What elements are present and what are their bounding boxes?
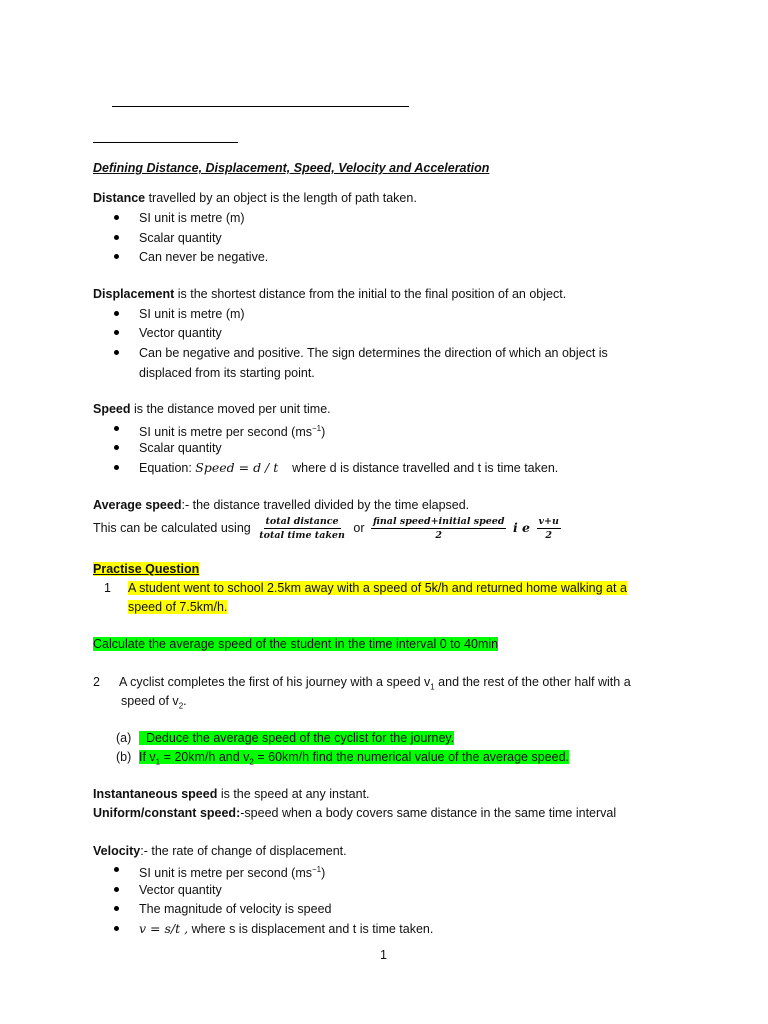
displacement-bullet-3-cont: displaced from its starting point. bbox=[139, 366, 315, 380]
part-a bbox=[139, 730, 454, 746]
bullet-icon bbox=[114, 249, 122, 265]
part-b-pre: If v bbox=[139, 750, 156, 764]
part-b-sub-2: 2 bbox=[249, 757, 254, 767]
top-rule-short bbox=[93, 142, 238, 143]
speed-unit-exponent: −1 bbox=[311, 424, 322, 433]
displacement-bullet-1: SI unit is metre (m) bbox=[139, 307, 245, 321]
distance-term: Distance bbox=[93, 191, 146, 205]
distance-def: travelled by an object is the length of path taken. bbox=[145, 191, 417, 205]
question-2-line-1 bbox=[119, 674, 631, 696]
or-text: or bbox=[353, 521, 365, 535]
displacement-term: Displacement bbox=[93, 287, 175, 301]
average-speed-term: Average speed bbox=[93, 498, 182, 512]
average-speed-def: :- the distance travelled divided by the time elapsed. bbox=[181, 498, 470, 512]
fraction-speeds bbox=[371, 516, 506, 541]
fraction-total-denominator: total time taken bbox=[259, 530, 345, 542]
speed-definition bbox=[93, 401, 331, 417]
practise-heading-text: Practise Question bbox=[93, 562, 200, 576]
fraction-vu-numerator: v+u bbox=[538, 516, 559, 528]
displacement-def: is the shortest distance from the initial to the final position of an object. bbox=[174, 287, 567, 301]
question-1-text-1: A student went to school 2.5km away with a speed of 5k/h and returned home walking at a bbox=[128, 581, 627, 595]
speed-unit-close: ) bbox=[321, 425, 326, 440]
fraction-speeds-denominator: 2 bbox=[435, 530, 443, 542]
average-speed-formula-line bbox=[93, 514, 564, 544]
uniform-def: -speed when a body covers same distance in the same time interval bbox=[240, 806, 617, 820]
part-b-text bbox=[139, 750, 569, 767]
velocity-definition bbox=[93, 843, 347, 859]
speed-term: Speed bbox=[93, 402, 131, 416]
question-1-line-1 bbox=[128, 580, 627, 596]
velocity-bullet-1 bbox=[139, 862, 325, 881]
velocity-unit-text: SI unit is metre per second (ms bbox=[139, 866, 312, 881]
velocity-equation: v = s/t , bbox=[139, 921, 189, 936]
part-b-label: (b) bbox=[116, 750, 132, 764]
part-a-label: (a) bbox=[116, 731, 132, 745]
part-a-text: Deduce the average speed of the cyclist for the journey. bbox=[139, 731, 455, 745]
speed-bullet-2: Scalar quantity bbox=[139, 441, 222, 455]
equation-label: Equation: bbox=[139, 461, 196, 475]
q2-text-b: and the rest of the other half with a bbox=[434, 675, 631, 689]
bullet-icon bbox=[114, 421, 122, 437]
distance-bullet-2: Scalar quantity bbox=[139, 231, 222, 245]
uniform-term: Uniform/constant speed: bbox=[93, 806, 241, 820]
bullet-icon bbox=[114, 345, 122, 361]
speed-equation: Speed = d / t bbox=[195, 460, 279, 475]
bullet-icon bbox=[114, 882, 122, 898]
fraction-total-numerator: total distance bbox=[265, 516, 339, 528]
calc-intro: This can be calculated using bbox=[93, 521, 251, 535]
top-rule-long bbox=[112, 106, 409, 107]
question-1-line-2 bbox=[128, 599, 227, 615]
bullet-icon bbox=[114, 325, 122, 341]
bullet-icon bbox=[114, 210, 122, 226]
velocity-bullet-3: The magnitude of velocity is speed bbox=[139, 902, 332, 916]
instantaneous-def: is the speed at any instant. bbox=[217, 787, 370, 801]
velocity-unit-exponent: −1 bbox=[311, 865, 322, 874]
q2-text-c: speed of v bbox=[121, 694, 179, 708]
instantaneous-term: Instantaneous speed bbox=[93, 787, 218, 801]
speed-def: is the distance moved per unit time. bbox=[130, 402, 331, 416]
part-b-post: = 60km/h find the numerical value of the average speed. bbox=[253, 750, 569, 764]
page-number: 1 bbox=[380, 948, 387, 962]
bullet-icon bbox=[114, 230, 122, 246]
distance-definition bbox=[93, 190, 417, 206]
calculate-instruction bbox=[93, 636, 498, 652]
distance-bullet-1: SI unit is metre (m) bbox=[139, 211, 245, 225]
fraction-vu-denominator: 2 bbox=[545, 530, 552, 542]
question-1-number: 1 bbox=[104, 581, 111, 595]
velocity-bullet-4 bbox=[139, 921, 433, 937]
bullet-icon bbox=[114, 460, 122, 476]
instantaneous-speed-definition bbox=[93, 786, 370, 802]
speed-unit-text: SI unit is metre per second (ms bbox=[139, 425, 312, 440]
distance-bullet-3: Can never be negative. bbox=[139, 250, 269, 264]
question-2-number: 2 bbox=[93, 675, 100, 689]
bullet-icon bbox=[114, 440, 122, 456]
velocity-term: Velocity bbox=[93, 844, 141, 858]
speed-bullet-1 bbox=[139, 421, 325, 440]
equation-explanation: where d is distance travelled and t is time taken. bbox=[278, 461, 559, 475]
part-b-mid: = 20km/h and v bbox=[160, 750, 250, 764]
velocity-unit-close: ) bbox=[321, 866, 326, 881]
q2-sub-1: 1 bbox=[430, 682, 435, 692]
fraction-vu bbox=[537, 516, 561, 541]
ie-text: i e bbox=[512, 520, 531, 535]
calculate-instruction-text: Calculate the average speed of the student in the time interval 0 to 40min bbox=[93, 637, 499, 651]
speed-bullet-3 bbox=[139, 460, 558, 476]
question-1-text-2: speed of 7.5km/h. bbox=[128, 600, 228, 614]
bullet-icon bbox=[114, 862, 122, 878]
bullet-icon bbox=[114, 306, 122, 322]
page-title: Defining Distance, Displacement, Speed, Velocity and Acceleration bbox=[93, 161, 490, 175]
bullet-icon bbox=[114, 921, 122, 937]
part-b bbox=[139, 749, 569, 771]
displacement-bullet-3: Can be negative and positive. The sign determines the direction of which an object is bbox=[139, 346, 608, 360]
average-speed-definition bbox=[93, 497, 469, 513]
q2-text-d: . bbox=[183, 694, 187, 708]
velocity-def: :- the rate of change of displacement. bbox=[140, 844, 347, 858]
fraction-total bbox=[257, 516, 347, 541]
part-b-sub-1: 1 bbox=[155, 757, 161, 767]
practise-heading bbox=[93, 561, 199, 577]
bullet-icon bbox=[114, 901, 122, 917]
displacement-bullet-2: Vector quantity bbox=[139, 326, 222, 340]
q2-text-a: A cyclist completes the first of his journey with a speed v bbox=[119, 675, 431, 689]
velocity-equation-explanation: where s is displacement and t is time taken. bbox=[188, 922, 434, 936]
displacement-definition bbox=[93, 286, 566, 302]
velocity-bullet-2: Vector quantity bbox=[139, 883, 222, 897]
q2-sub-2: 2 bbox=[178, 701, 184, 711]
fraction-speeds-numerator: final speed+initial speed bbox=[372, 516, 505, 528]
question-2-line-2 bbox=[121, 693, 187, 715]
uniform-speed-definition bbox=[93, 805, 616, 821]
